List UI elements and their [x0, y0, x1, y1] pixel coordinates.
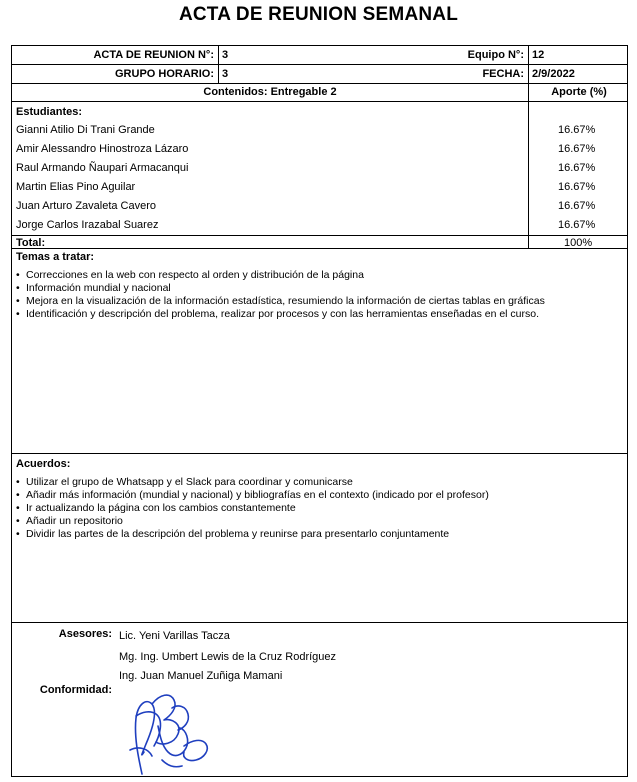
acta-table [11, 45, 628, 777]
acuerdos-list [16, 476, 489, 541]
asesores-label: Asesores: [58, 628, 112, 640]
temas-label: Temas a tratar: [16, 251, 95, 263]
equipo-label: Equipo N°: [467, 49, 524, 61]
students-label: Estudiantes: [16, 106, 83, 118]
list-item: • Añadir un repositorio [16, 515, 489, 528]
student-name: Gianni Atilio Di Trani Grande [16, 124, 155, 136]
student-name: Jorge Carlos Irazabal Suarez [16, 219, 159, 231]
temas-list [16, 269, 545, 321]
acuerdos-label: Acuerdos: [16, 458, 71, 470]
asesor-name: Lic. Yeni Varillas Tacza [119, 630, 230, 642]
list-item: • Mejora en la visualización de la información estadística, resumiendo la información de ciertas tablas en gráficas [16, 295, 545, 308]
student-aporte: 16.67% [558, 200, 596, 212]
list-item: • Añadir más información (mundial y nacional) y bibliografías en el contexto (indicado por el profesor) [16, 489, 489, 502]
student-aporte: 16.67% [558, 219, 596, 231]
contents-header: Contenidos: Entregable 2 [203, 86, 337, 98]
total-value: 100% [564, 237, 593, 249]
signature [112, 686, 222, 778]
acta-number-value: 3 [222, 49, 229, 61]
list-item: • Identificación y descripción del problema, realizar por procesos y con las herramientas enseñadas en el curso. [16, 308, 545, 321]
aporte-header: Aporte (%) [551, 86, 607, 98]
list-item: • Dividir las partes de la descripción del problema y reunirse para presentarlo conjuntamente [16, 528, 489, 541]
student-name: Juan Arturo Zavaleta Cavero [16, 200, 157, 212]
conformidad-label: Conformidad: [39, 684, 112, 696]
student-name: Amir Alessandro Hinostroza Lázaro [16, 143, 189, 155]
acta-number-label: ACTA DE REUNION N°: [93, 49, 214, 61]
list-item: • Correcciones en la web con respecto al orden y distribución de la página [16, 269, 545, 282]
asesor-name: Ing. Juan Manuel Zuñiga Mamani [119, 670, 283, 682]
student-aporte: 16.67% [558, 143, 596, 155]
fecha-label: FECHA: [482, 68, 524, 80]
list-item: • Utilizar el grupo de Whatsapp y el Slack para coordinar y comunicarse [16, 476, 489, 489]
asesor-name: Mg. Ing. Umbert Lewis de la Cruz Rodríguez [119, 651, 337, 663]
grupo-horario-value: 3 [222, 68, 229, 80]
equipo-value: 12 [532, 49, 545, 61]
total-label: Total: [16, 237, 46, 249]
student-name: Raul Armando Ñaupari Armacanqui [16, 162, 189, 174]
student-aporte: 16.67% [558, 181, 596, 193]
document-title: ACTA DE REUNION SEMANAL [178, 4, 459, 25]
fecha-value: 2/9/2022 [532, 68, 575, 80]
list-item: • Información mundial y nacional [16, 282, 545, 295]
student-name: Martin Elias Pino Aguilar [16, 181, 136, 193]
student-aporte: 16.67% [558, 124, 596, 136]
student-aporte: 16.67% [558, 162, 596, 174]
grupo-horario-label: GRUPO HORARIO: [115, 68, 214, 80]
list-item: • Ir actualizando la página con los cambios constantemente [16, 502, 489, 515]
